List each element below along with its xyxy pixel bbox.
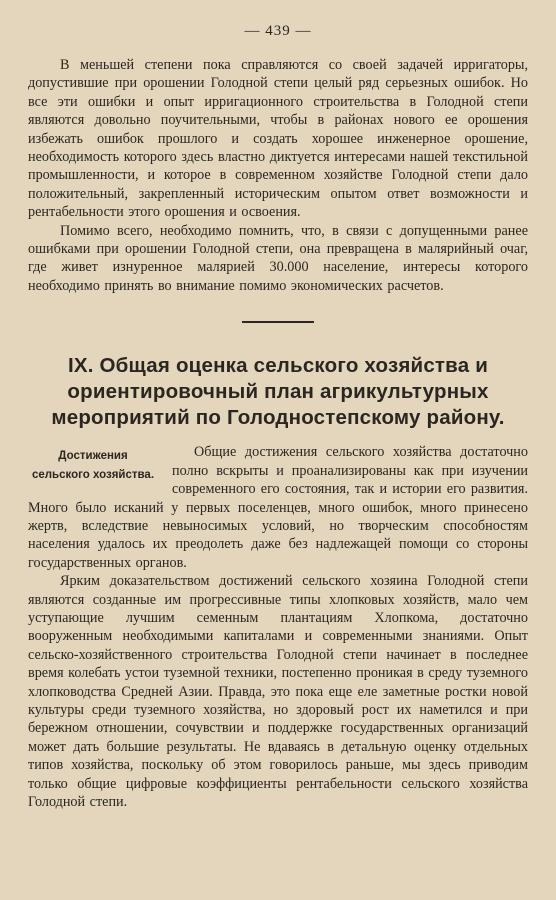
section-separator xyxy=(242,321,314,323)
paragraph-irrigators: В меньшей степени пока справляются со своей задачей ирригаторы, допустившие при орошении Голодной степи целый ряд серьезных ошибок. Но все эти ошибки и опыт ирригационного строительства в Голодной степи являются довольно поучительными, чтобы в районах нового ее орошения избежать ошибок прошлого и создать хорошее инженерное орошение, необходимость которого здесь властно диктуется интересами нашей текстильной промышленности, и которое в современном хозяйстве Голодной степи дало положительный, закрепленный историческим опытом ответ возможности и рентабельности этого орошения и освоения. xyxy=(28,57,528,221)
paragraph-malaria: Помимо всего, необходимо помнить, что, в связи с допущенными ранее ошибками при орошении Голодной степи, она превращена в малярийный очаг, где живет изнуренное малярией 30.000 население, интересы которого необходимо принять во внимание помимо экономических расчетов. xyxy=(28,222,528,294)
page-number: — 439 — xyxy=(244,23,312,39)
paragraph-achievements: Общие достижения сельского хозяйства достаточно полно вскрыты и проанализированы как при изучении современного его состояния, так и истории его развития. Много было исканий у первых поселенцев, много ошибок, много принесено жертв, вследствие невыносимых условий, но творческим способностям населения удалось их преодолеть даже без надлежащей помощи со стороны государственных органов. xyxy=(28,444,528,571)
paragraph-evidence: Ярким доказательством достижений сельского хозяина Голодной степи являются созданные им прогрессивные типы хлопковых хозяйств, мало чем уступающие лучшим семенным плантациям Хлопкома, достаточно вооруженным необходимыми капиталами и современными знаниями. Опыт сельско-хозяйственного строительства Голодной степи начинает в последнее время колебать устои туземной техники, постепенно проникая в среду туземного хлопководства Средней Азии. Правда, это пока еще еле заметные ростки новой культуры среди туземного хозяйства, но здоровый рост их наметился и при бережном отношении, сочувствии и поддержке государственных организаций может дать большие результаты. Не вдаваясь в детальную оценку отдельных типов хозяйства, поскольку об этом говорилось раньше, мы здесь приводим только общие цифровые коэффициенты рентабельности сельского хозяйства Голодной степи. xyxy=(28,573,528,810)
section-body xyxy=(28,443,528,811)
section-heading: IX. Общая оценка сельского хозяйства и ориентировочный план агрикультурных мероприятий по Голодностепскому району. xyxy=(51,354,505,430)
margin-heading: Достижения сельского хозяйства. xyxy=(31,450,155,482)
